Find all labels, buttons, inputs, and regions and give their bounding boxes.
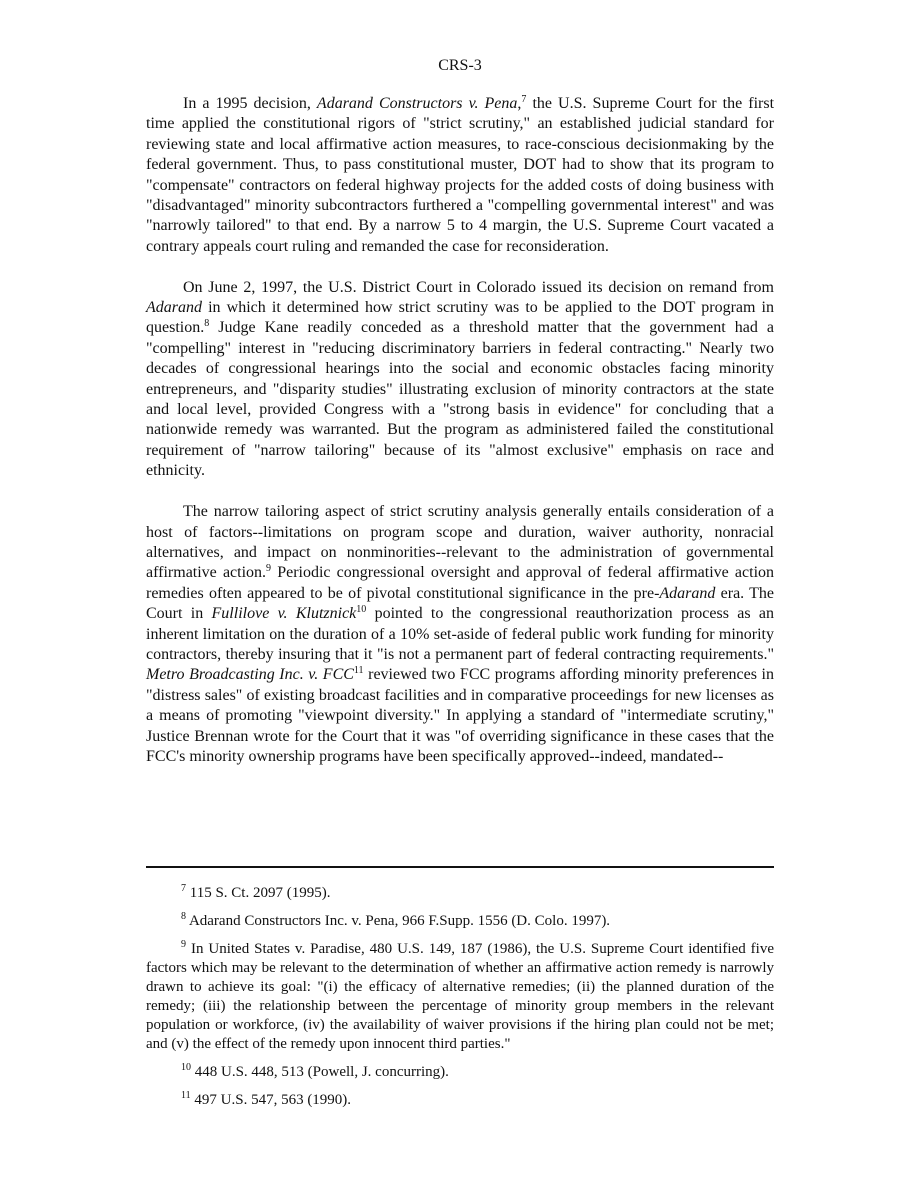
case-name: Fullilove v. Klutznick (211, 605, 357, 623)
case-name: Adarand Constructors v. Pena (316, 95, 518, 112)
paragraph-text: the U.S. Supreme Court for the first time applied the constitutional rigors of "strict scrutiny," an established judicial standard for reviewing state and local affirmative action measures, to race-conscious decisionmaking by the federal government. Thus, to pass constitutional muster, DOT had to show that its program to "compensate" contractors on federal highway projects for the added costs of doing business with "disadvantaged" minority subcontractors furthered a "compelling governmental interest" and was "narrowly tailored" to that end. By a narrow 5 to 4 margin, the U.S. Supreme Court vacated a contrary appeals court ruling and remanded the case for reconsideration. (146, 95, 775, 255)
footnote-item (146, 940, 774, 1054)
footnote-divider (146, 866, 774, 868)
footnote-item (146, 1063, 774, 1082)
paragraph-district-court-remand (146, 278, 774, 482)
page-number-header: CRS-3 (438, 57, 482, 74)
paragraph-adarand-decision (146, 94, 774, 257)
footnote-text: Adarand Constructors Inc. v. Pena, 966 F.Supp. 1556 (D. Colo. 1997). (188, 913, 611, 929)
paragraph-text: reviewed two FCC programs affording minority preferences in "distress sales" of existing broadcast facilities and in comparative proceedings for new licenses as a means of promoting "viewpoint diversity." In applying a standard of "intermediate scrutiny," Justice Brennan wrote for the Court that it was "of overriding significance in these cases that the FCC's minority ownership programs have been specifically approved--indeed, mandated-- (146, 666, 774, 765)
case-name: Adarand (659, 584, 716, 602)
paragraph-narrow-tailoring (146, 502, 774, 767)
footnote-number: 10 (181, 1062, 191, 1073)
paragraph-text: On June 2, 1997, the U.S. District Court in Colorado issued its decision on remand from (183, 278, 774, 296)
footnote-reference[interactable]: 11 (353, 665, 364, 677)
footnote-item (146, 884, 774, 903)
footnote-reference[interactable]: 10 (356, 604, 367, 616)
footnote-text: 448 U.S. 448, 513 (Powell, J. concurring). (194, 1064, 449, 1080)
case-name: Adarand (146, 299, 202, 317)
footnote-number: 8 (181, 911, 186, 922)
footnotes-section (146, 884, 774, 1119)
paragraph-text: , (517, 95, 522, 112)
footnote-text: In United States v. Paradise, 480 U.S. 149, 187 (1986), the U.S. Supreme Court identified five factors which may be relevant to the determination of whether an affirmative action remedy is narrowly drawn to achieve its goal: "(i) the efficacy of alternative remedies; (ii) the planned duration of the remedy; (iii) the relationship between the percentage of minority group members in the relevant population or workforce, (iv) the availability of waiver provisions if the hiring plan could not be met; and (v) the effect of the remedy upon innocent third parties." (146, 941, 775, 1052)
footnote-text: 115 S. Ct. 2097 (1995). (189, 885, 331, 901)
paragraph-text: The narrow tailoring aspect of strict scrutiny analysis generally entails consideration of a host of factors--limitations on program scope and duration, waiver authority, nonracial alternatives, and impact on nonminorities--relevant to the administration of governmental affirmative action. (146, 503, 774, 582)
footnote-number: 7 (181, 883, 186, 894)
paragraph-text: Periodic congressional oversight and approval of federal affirmative action remedies often appeared to be of pivotal constitutional significance in the pre- (146, 564, 775, 602)
footnote-item (146, 1091, 774, 1110)
paragraph-text: era. The Court in (146, 584, 774, 623)
paragraph-text: Judge Kane readily conceded as a threshold matter that the government had a "compelling" interest in "reducing discriminatory barriers in federal contracting." Nearly two decades of congressional hearings into the social and economic obstacles facing minority entrepreneurs, and "disparity studies" illustrating exclusion of minority contractors at the state and local level, provided Congress with a "strong basis in evidence" for concluding that a nationwide remedy was warranted. But the program as administered failed the constitutional requirement of "narrow tailoring" because of its "almost exclusive" emphasis on race and ethnicity. (146, 319, 774, 480)
footnote-reference[interactable]: 8 (204, 318, 210, 330)
main-body-text (146, 94, 774, 767)
paragraph-text: In a 1995 decision, (183, 95, 317, 112)
footnote-reference[interactable]: 7 (521, 94, 527, 105)
footnote-number: 9 (181, 939, 186, 950)
footnote-number: 11 (181, 1090, 191, 1101)
footnote-reference[interactable]: 9 (266, 563, 272, 575)
paragraph-text: pointed to the congressional reauthorization process as an inherent limitation on the duration of a 10% set-aside of federal public work funding for minority contractors, thereby insuring that it "is not a permanent part of federal contracting requirements." (146, 605, 775, 663)
case-name: Metro Broadcasting Inc. v. FCC (146, 666, 354, 684)
footnote-text: 497 U.S. 547, 563 (1990). (194, 1092, 352, 1108)
paragraph-text: in which it determined how strict scrutiny was to be applied to the DOT program in question. (146, 299, 774, 337)
footnote-item (146, 912, 774, 931)
